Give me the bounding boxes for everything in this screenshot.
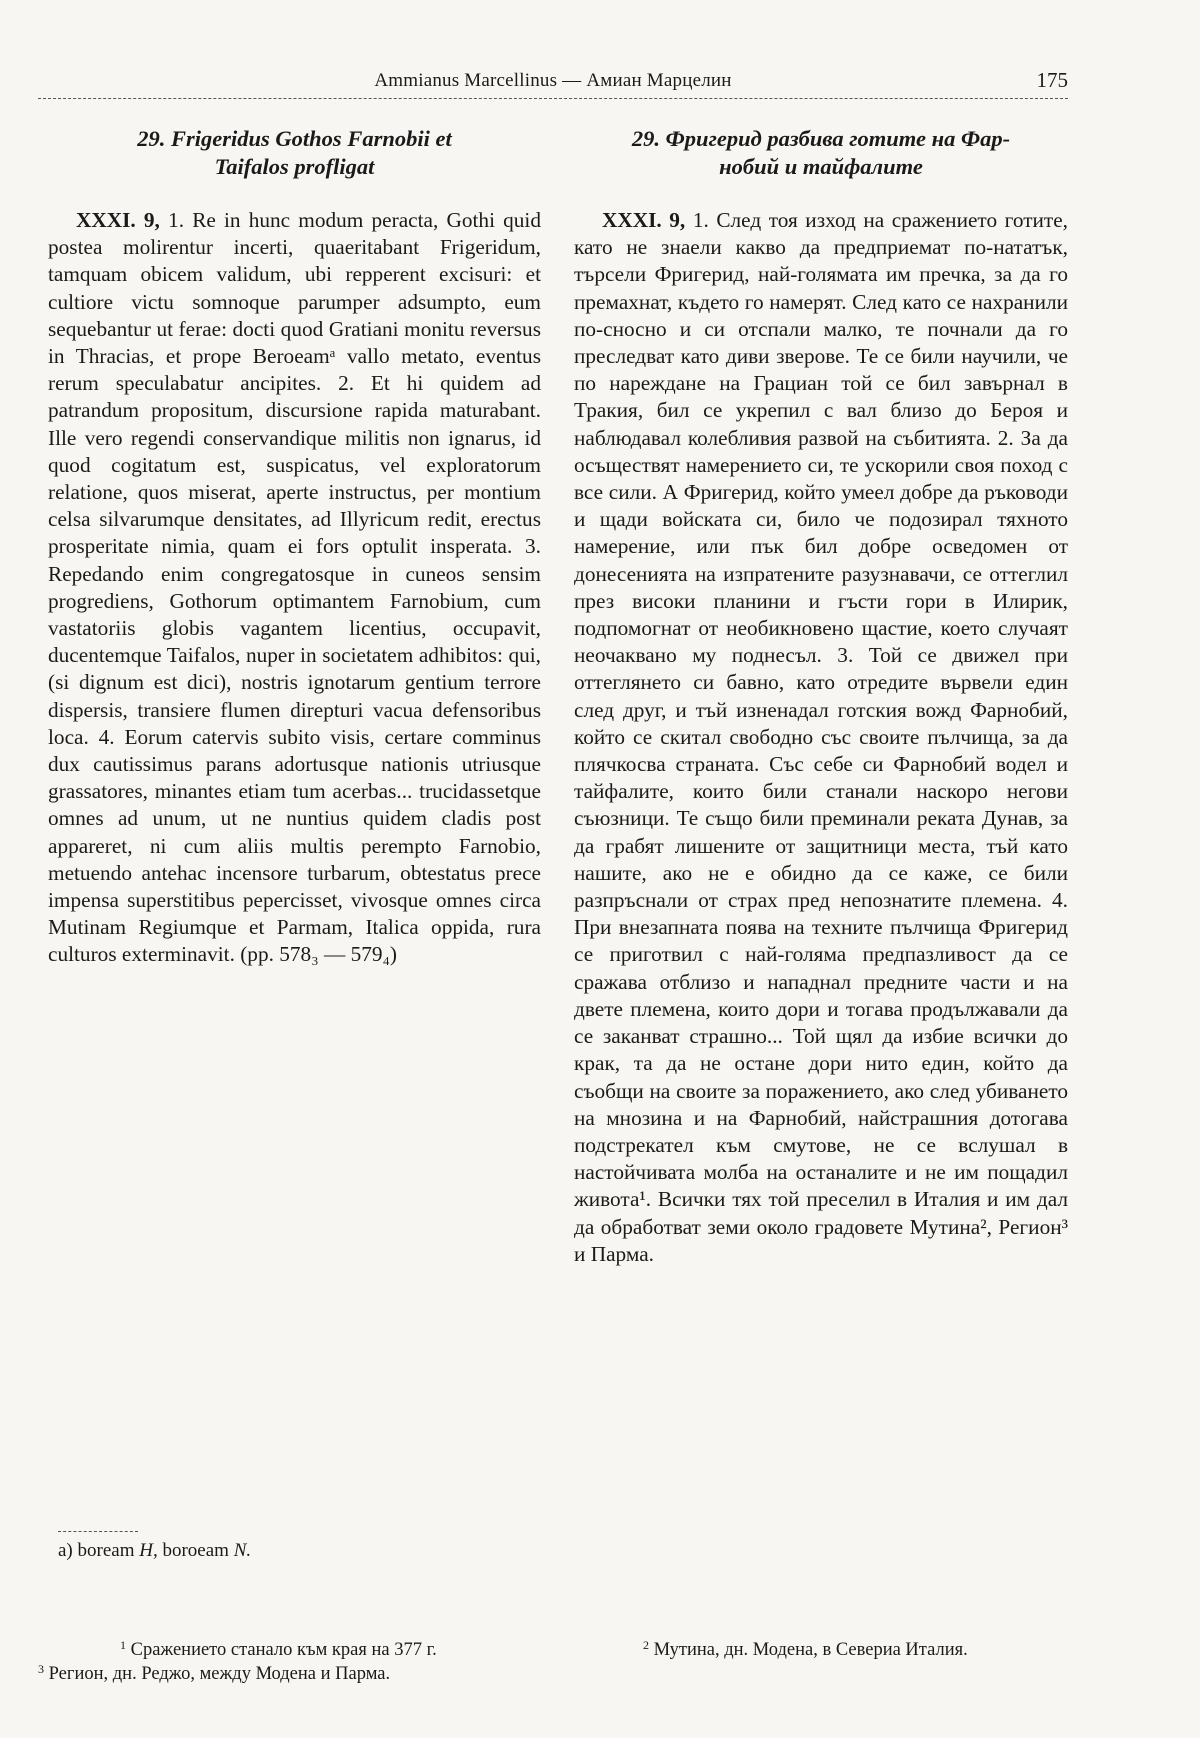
critical-apparatus	[58, 1540, 251, 1562]
bulgarian-column	[574, 125, 1068, 1268]
bulgarian-title-line-1: 29. Фригерид разбива готите на Фар-	[631, 126, 1011, 151]
bulgarian-text: 1. След тоя изход на сражението готите, като не знаели какво да предприемат по-нататък, търсели Фригерид, най-голямата им пречка, за да го премахнат, където го намерят. След като се нахранили по-сносно и си отспали малко, те почнали да го преследват като диви зверове. Те се били научили, че по нареждане на Грациан той се бил завърнал в Тракия, бил се укрепил с вал близо до Берoя и наблюдавал колебливия развой на събитията. 2. За да осъществят намерението си, те ускорили своя поход с все сили. А Фригерид, който умеел добре да ръководи и щади войската си, било че подозирал тяхното намерение, или пък бил добре осведомен от донесенията на изпратените разузнавачи, се оттеглил през високи планини и гъсти гори в Илирик, подпомогнат от необикновено щастие, което случаят неочаквано му поднесъл. 3. Той се движел при оттеглянето си бавно, като отредите вървели един след друг, и тъй изненадал готския вожд Фарнобий, който се скитал свободно със своите пълчища, за да плячкосва страната. Със себе си Фарнобий водел и тайфалите, които били станали наскоро негови съюзници. Те също били преминали реката Дунав, за да грабят лишените от защитници места, тъй като нашите, ако не е обидно да се каже, се били разпръснали от страх пред непознатите племена. 4. При внезапната поява на техните пълчища Фригерид се приготвил с най-голяма предпазливост да се сражава отблизо и нападнал предните части и на двете племена, които дори и тогава продължавали да се заканват страшно... Той щял да избие всички до крак, та да не остане дори нито един, който да съобщи на своите за поражението, ако след убиването на мнозина и на Фарнобий, найстрашния дотогава подстрекател към смутове, не се вслушал в настойчивата молба на останалите и не им пощадил живота¹. Всички тях той преселил в Италия и им дал да обработват земи около градовете Мутина², Регион³ и Парма.	[574, 208, 1068, 1266]
page-number: 175	[1036, 68, 1068, 92]
latin-title-line-2: Taifalos profligat	[214, 154, 375, 179]
bulgarian-section-title	[574, 125, 1068, 181]
running-head	[38, 68, 1068, 98]
footnote-mark: 1	[120, 1638, 126, 1652]
latin-reference: XXXI. 9,	[76, 208, 160, 232]
footnote-mark: 3	[38, 1662, 44, 1676]
latin-title-line-1: 29. Frigeridus Gothos Farnobii et	[137, 126, 452, 151]
apparatus-siglum-1: H,	[139, 1540, 158, 1561]
bulgarian-passage	[574, 207, 1068, 1268]
footnote-2	[643, 1633, 968, 1662]
running-title: Ammianus Marcellinus — Амиан Марцелин	[374, 70, 732, 91]
latin-section-title	[48, 125, 541, 181]
apparatus-reading-1: boream	[77, 1540, 135, 1561]
footnote-3	[38, 1657, 390, 1686]
latin-passage	[48, 207, 541, 969]
footnote-text: Сражението станало към края на 377 г.	[130, 1640, 437, 1660]
bulgarian-title-line-2: нобий и тайфалите	[719, 154, 923, 179]
apparatus-siglum-2: N.	[233, 1540, 252, 1561]
footnote-text: Регион, дн. Реджо, между Модена и Парма.	[48, 1664, 391, 1684]
latin-text: 1. Re in hunc modum peracta, Gothi quid postea molirentur incerti, quaeritabant Frigeridum, tamquam obicem validum, ubi repperent excisuri: et cultiore victu somnoque parumper adsumpto, eum sequebantur ut ferae: docti quod Gratiani monitu reversus in Thracias, et prope Beroeamᵃ vallo metato, eventus rerum speculabatur ancipites. 2. Et hi quidem ad patrandum propositum, discursione rapida maturabant. Ille vero regendi conservandique militis non ignarus, id quod cogitatum est, suspicatus, vel exploratorum relatione, quos miserat, aperte instructus, per montium celsa silvarumque densitates, ad Illyricum redit, erectus prosperitate nimia, quam ei fors optulit insperata. 3. Repedando enim congregatosque in cuneos sensim progrediens, Gothorum optimantem Farnobium, cum vastatoriis globis vagantem licentius, occupavit, ducentemque Taifalos, nuper in societatem adhibitos: qui, (si dignum est dici), nostris ignotarum gentium terrore dispersis, transiere flumen direpturi vacua defensoribus loca. 4. Eorum catervis subito visis, certare comminus dux cautissimus parans adortusque nationis utriusque grassatores, minantes etiam tum acerbas... trucidassetque omnes ad unum, ut ne nuntius quidem cladis post appareret, ni cum aliis multis perempto Farnobio, metuendo antehac incensore turbarum, obtestatus prece impensa superstitibus pepercisset, vivosque omnes circa Mutinam Regiumque et Parmam, Italica oppida, rura culturos exterminavit. (pp. 578₃ — 579₄)	[48, 208, 541, 967]
latin-column	[48, 125, 541, 969]
apparatus-reading-2: boroeam	[162, 1540, 229, 1561]
apparatus-label: a)	[58, 1540, 73, 1561]
footnote-text: Мутина, дн. Модена, в Севериа Италия.	[653, 1640, 968, 1660]
apparatus-rule	[58, 1531, 138, 1532]
footnote-mark: 2	[643, 1638, 649, 1652]
bulgarian-reference: XXXI. 9,	[602, 208, 686, 232]
header-rule	[38, 98, 1068, 99]
